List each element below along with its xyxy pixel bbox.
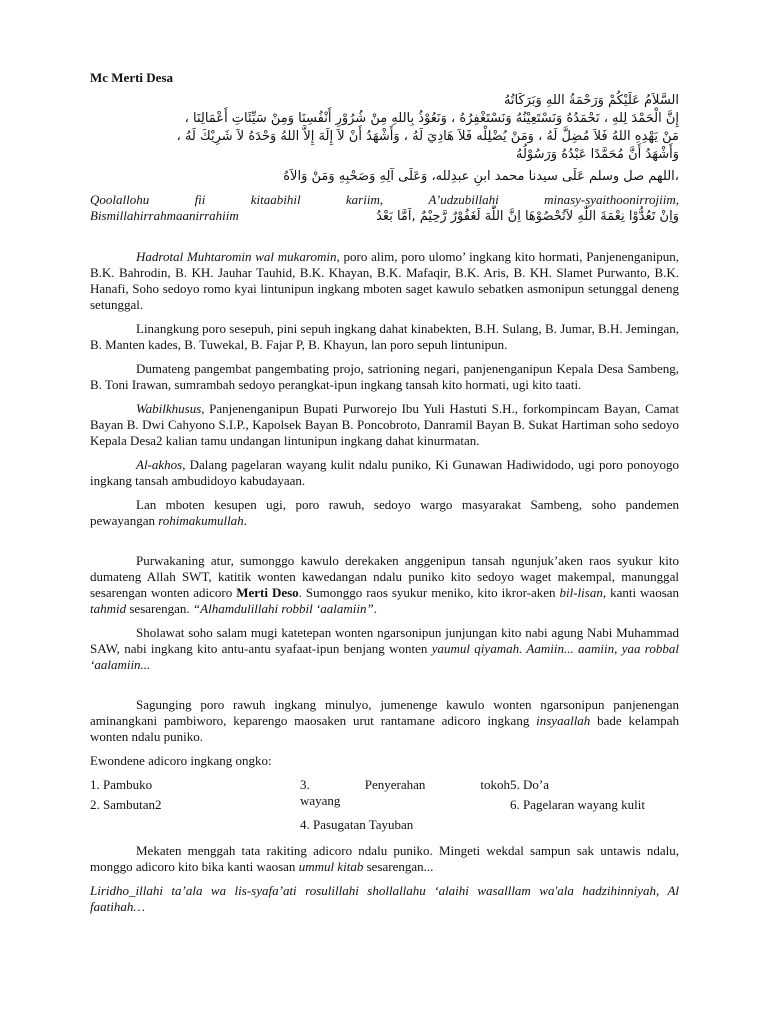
emphasis: ummul kitab: [298, 859, 364, 874]
agenda-item: 2. Sambutan2: [90, 797, 162, 812]
qoolallohu-line: [90, 192, 679, 208]
emphasis: Al-akhos: [136, 457, 183, 472]
agenda-item-word: tokoh: [480, 777, 510, 792]
arabic-sholawat: ،اللهم صل وسلم عَلَى سيدنا محمد ابنِ عبدِلله، وَعَلَى آلِهِ وَصَحْبِهِ وَمَنْ وَالاَهُ: [283, 169, 679, 184]
agenda-item: [300, 777, 510, 817]
paragraph-mekaten: [90, 843, 679, 875]
paragraph-text: Lan mboten kesupen ugi, poro rawuh, sedoyo wargo masyarakat Sambeng, soho pandemen pewayangan: [90, 497, 679, 528]
paragraph-text: , Panjenenganipun Bupati Purworejo Ibu Yuli Hastuti S.H., forkompincam Bayan, Camat Bayan B. Dwi Cahyono S.I.P., Kapolsek Bayan B. Poncobroto, Danramil Bayan B. Sukat Hartiman soho sedoyo Kepala Desa2 kalian tamu undangan lintunipun ingkang dahat kinurmatan.: [90, 401, 679, 448]
emphasis: “Alhamdulillahi robbil ‘aalamiin”: [192, 601, 374, 616]
paragraph-wabilkhusus: [90, 401, 679, 449]
paragraph-text: .: [243, 513, 247, 528]
paragraph-ewondene: Ewondene adicoro ingkang ongko:: [90, 753, 272, 768]
paragraph-warga: [90, 497, 679, 529]
agenda-item: 1. Pambuko: [90, 777, 153, 792]
agenda-table: [90, 777, 679, 837]
paragraph-text: . Sumonggo raos syukur meniko, kito ikror-aken: [298, 585, 560, 600]
document-title: Mc Merti Desa: [90, 70, 174, 85]
arabic-hamdalah-line-3: وَأَشْهَدُ أَنَّ مُحَمَّدًا عَبْدُهُ وَرَسُوْلُهُ: [515, 147, 679, 162]
agenda-item: 5. Do’a: [510, 777, 549, 792]
arabic-hamdalah-line-2: مَنْ يَهْدِهِ اللهُ فَلاَ مُضِلَّ لَهُ ، وَمَنْ يُضْلِلْه فَلاَ هَادِيَ لَهُ ، وَأَشْهَدُ أَنْ لاَ إِلَهَ إِلاَّ اللهُ وَحْدَهُ لاَ شَرِيْكَ لَهُ ،: [176, 129, 679, 144]
paragraph-text: sesarengan.: [126, 601, 193, 616]
paragraph-text: , Dalang pagelaran wayang kulit ndalu puniko, Ki Gunawan Hadiwidodo, ugi poro ponoyogo ingkang tansah ambudidoyo kabudayaan.: [90, 457, 679, 488]
arabic-opening: [90, 92, 679, 186]
arabic-ayat: وَاِنْ تَعُدُّوْا نِعْمَةَ اللّٰهِ لاَتُحْصُوْهَا اِنَّ اللّٰهَ لَغَفُوْرٌ رَّحِيْمٌ ,اَمَّا بَعْدُ: [376, 209, 679, 224]
paragraph-purwakaning: [90, 553, 679, 617]
paragraph-text: Mekaten menggah tata rakiting adicoro ndalu puniko. Mingeti wekdal sampun sak untawis ndalu, monggo adicoro kito bika kanti waosan: [90, 843, 679, 874]
qoolallohu-word: Qoolallohu: [90, 192, 150, 207]
qoolallohu-word: fii: [194, 192, 206, 207]
agenda-row: [90, 777, 679, 797]
agenda-item: 6. Pagelaran wayang kulit: [510, 797, 646, 812]
paragraph-sesepuh: Linangkung poro sesepuh, pini sepuh ingkang dahat kinabekten, B.H. Sulang, B. Jumar, B.H. Jemingan, B. Manten kades, B. Tuwekal, B. Fajar P, B. Khayun, lan poro sepuh lintunipun.: [90, 321, 679, 352]
agenda-item-word: Penyerahan: [364, 777, 426, 792]
paragraph-text: Sholawat soho salam mugi katetepan wonten ngarsonipun junjungan kito nabi agung Nabi Muhammad SAW, nabi ingkang kito antu-antu syafaat-ipun benjang wonten: [90, 625, 679, 656]
qoolallohu-block: [90, 192, 679, 225]
qoolallohu-word: minasy-syaithoonirrojiim,: [544, 192, 679, 207]
qoolallohu-word: kariim,: [345, 192, 384, 207]
emphasis: Hadrotal Muhtaromin wal mukaromin: [136, 249, 337, 264]
agenda-item-number: 3.: [300, 777, 310, 792]
paragraph-text: , kanti waosan: [602, 585, 680, 600]
emphasis: Wabilkhusus: [136, 401, 202, 416]
paragraph-al-akhos: [90, 457, 679, 489]
agenda-item: 4. Pasugatan Tayuban: [300, 817, 414, 832]
paragraph-hadrotal: [90, 249, 679, 313]
emphasis: tahmid: [90, 601, 127, 616]
bismillah-line: [90, 208, 679, 225]
paragraph-text: bade kelampah wonten ndalu puniko.: [90, 713, 680, 744]
bold-text: Merti Deso: [236, 585, 299, 600]
arabic-hamdalah-line-1: إِنَّ الْحَمْدَ لِلهِ ، نَحْمَدُهُ وَنَسْتَعِيْنُهُ وَنَسْتَغْفِرُهُ ، وَنَعُوْذُ بِاللهِ مِنْ شُرُوْرِ أَنْفُسِنَا وَمِنْ سَيِّئَاتِ أَعْمَالِنَا ،: [184, 111, 679, 126]
qoolallohu-word: kitaabihil: [250, 192, 301, 207]
paragraph-text: , poro alim, poro ulomo’ ingkang kito hormati, Panjenenganipun, B.K. Bahrodin, B. KH. Jauhar Tauhid, B.K. Khayan, B.K. Mafaqir, B.K. Aris, B. KH. Slamet Purwanto, B.K. Hanafi, Soho sedoyo romo kyai lintunipun ingkang mboten saget kawulo sebatken asmonipun setunggal deneng setunggal.: [90, 249, 679, 312]
paragraph-text: .: [373, 601, 377, 616]
paragraph-kepala-desa: Dumateng pangembat pangembating projo, satrioning negari, panjenenganipun Kepala Desa Sambeng, B. Toni Irawan, sumrambah sedoyo perangkat-ipun ingkang tansah kito hormati, ugi kito taati.: [90, 361, 679, 392]
agenda-row: [90, 817, 679, 837]
paragraph-sholawat: [90, 625, 679, 673]
paragraph-sagunging: [90, 697, 679, 745]
emphasis: yaumul qiyamah. Aamiin... aamiin, yaa robbal ‘aalamiin...: [90, 641, 679, 672]
paragraph-text: Purwakaning atur, sumonggo kawulo derekaken anggenipun tansah ngunjuk’aken raos syukur kito dumateng Allah SWT, katitik wonten kawedangan ndalu puniko kito sedoyo waget makempal, manunggal sesarengan wonten adicoro: [90, 553, 679, 600]
paragraph-text: Sagunging poro rawuh ingkang minulyo, jumenenge kawulo wonten ngarsonipun panjenengan aminangkani pambiworo, keparengo maosaken urut rantamane adicoro ingkang: [90, 697, 679, 728]
paragraph-text: sesarengan...: [363, 859, 434, 874]
emphasis: rohimakumullah: [158, 513, 244, 528]
emphasis: insyaallah: [536, 713, 591, 728]
paragraph-liridho: Liridho_illahi ta’ala wa lis-syafa’ati rosulillahi shollallahu ‘alaihi wasalllam wa'ala hadzihinniyah, Al faatihah…: [90, 883, 679, 914]
emphasis: bil-lisan: [559, 585, 603, 600]
bismillah-text: Bismillahirrahmaanirrahiim: [90, 208, 239, 223]
arabic-salam: السَّلاَمُ عَلَيْكُمْ وَرَحْمَةُ اللهِ وَبَرَكَاتُهُ: [503, 93, 679, 108]
agenda-item-word: wayang: [300, 793, 341, 808]
qoolallohu-word: A’udzubillahi: [428, 192, 499, 207]
